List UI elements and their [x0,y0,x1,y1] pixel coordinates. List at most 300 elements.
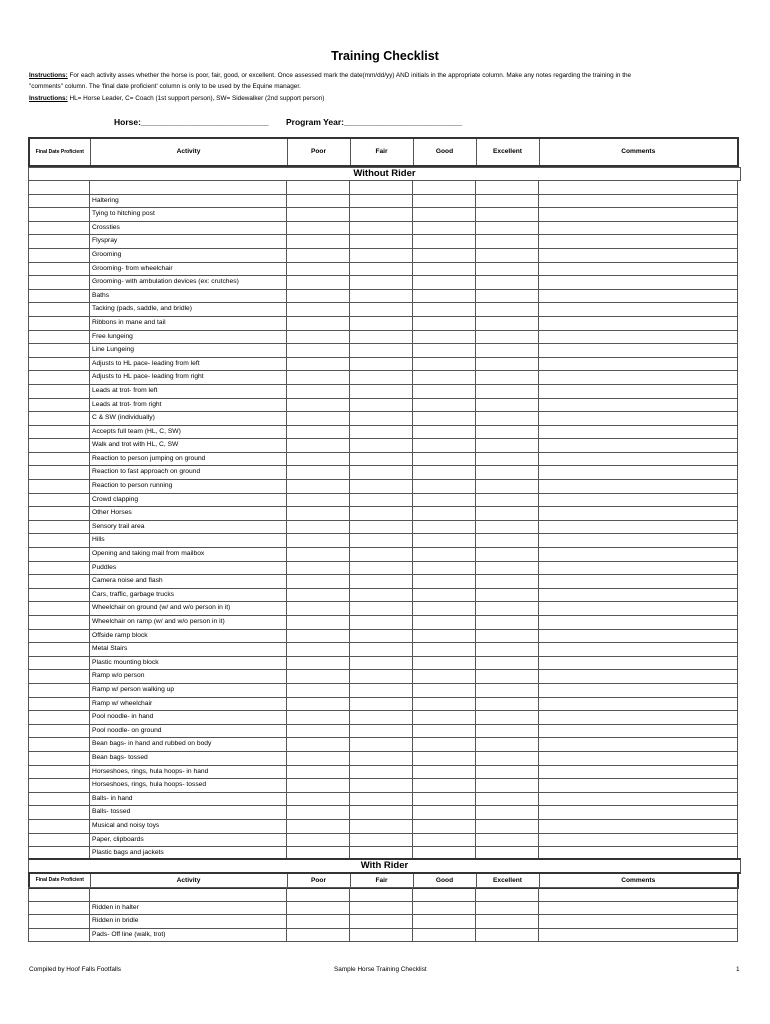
excellent-cell[interactable] [476,670,539,684]
excellent-cell[interactable] [476,235,539,249]
final-date-cell[interactable] [29,575,90,589]
good-cell[interactable] [413,697,476,711]
fair-cell[interactable] [350,602,413,616]
comments-cell[interactable] [539,452,738,466]
fair-cell[interactable] [350,751,413,765]
fair-cell[interactable] [350,683,413,697]
comments-cell[interactable] [539,751,738,765]
excellent-cell[interactable] [476,221,539,235]
poor-cell[interactable] [287,792,350,806]
poor-cell[interactable] [287,425,350,439]
good-cell[interactable] [413,751,476,765]
fair-cell[interactable] [350,316,413,330]
fair-cell[interactable] [350,520,413,534]
excellent-cell[interactable] [476,384,539,398]
excellent-cell[interactable] [476,520,539,534]
excellent-cell[interactable] [476,697,539,711]
excellent-cell[interactable] [476,262,539,276]
program-year-field[interactable]: Program Year:_________________________ [286,117,463,127]
comments-cell[interactable] [539,330,738,344]
excellent-cell[interactable] [476,303,539,317]
good-cell[interactable] [413,724,476,738]
final-date-cell[interactable] [29,276,90,290]
comments-cell[interactable] [539,792,738,806]
excellent-cell[interactable] [476,656,539,670]
fair-cell[interactable] [350,643,413,657]
poor-cell[interactable] [287,588,350,602]
comments-cell[interactable] [539,194,738,208]
comments-cell[interactable] [539,575,738,589]
comments-cell[interactable] [539,765,738,779]
fair-cell[interactable] [350,344,413,358]
good-cell[interactable] [413,683,476,697]
poor-cell[interactable] [287,262,350,276]
poor-cell[interactable] [287,480,350,494]
excellent-cell[interactable] [476,806,539,820]
poor-cell[interactable] [287,276,350,290]
fair-cell[interactable] [350,915,413,929]
poor-cell[interactable] [287,779,350,793]
good-cell[interactable] [413,262,476,276]
poor-cell[interactable] [287,330,350,344]
poor-cell[interactable] [287,248,350,262]
final-date-cell[interactable] [29,466,90,480]
good-cell[interactable] [413,507,476,521]
comments-cell[interactable] [539,602,738,616]
comments-cell[interactable] [539,398,738,412]
poor-cell[interactable] [287,194,350,208]
poor-cell[interactable] [287,915,350,929]
excellent-cell[interactable] [476,575,539,589]
final-date-cell[interactable] [29,819,90,833]
fair-cell[interactable] [350,248,413,262]
final-date-cell[interactable] [29,493,90,507]
final-date-cell[interactable] [29,425,90,439]
fair-cell[interactable] [350,697,413,711]
fair-cell[interactable] [350,901,413,915]
final-date-cell[interactable] [29,303,90,317]
excellent-cell[interactable] [476,452,539,466]
poor-cell[interactable] [287,724,350,738]
fair-cell[interactable] [350,384,413,398]
excellent-cell[interactable] [476,588,539,602]
poor-cell[interactable] [287,357,350,371]
excellent-cell[interactable] [476,248,539,262]
excellent-cell[interactable] [476,548,539,562]
excellent-cell[interactable] [476,738,539,752]
comments-cell[interactable] [539,316,738,330]
fair-cell[interactable] [350,466,413,480]
comments-cell[interactable] [539,303,738,317]
poor-cell[interactable] [287,548,350,562]
good-cell[interactable] [413,561,476,575]
poor-cell[interactable] [287,534,350,548]
poor-cell[interactable] [287,616,350,630]
final-date-cell[interactable] [29,357,90,371]
good-cell[interactable] [413,901,476,915]
excellent-cell[interactable] [476,602,539,616]
final-date-cell[interactable] [29,507,90,521]
final-date-cell[interactable] [29,181,90,195]
comments-cell[interactable] [539,616,738,630]
fair-cell[interactable] [350,765,413,779]
good-cell[interactable] [413,915,476,929]
fair-cell[interactable] [350,534,413,548]
final-date-cell[interactable] [29,683,90,697]
fair-cell[interactable] [350,480,413,494]
final-date-cell[interactable] [29,221,90,235]
poor-cell[interactable] [287,683,350,697]
comments-cell[interactable] [539,833,738,847]
final-date-cell[interactable] [29,561,90,575]
good-cell[interactable] [413,289,476,303]
fair-cell[interactable] [350,194,413,208]
fair-cell[interactable] [350,371,413,385]
comments-cell[interactable] [539,697,738,711]
comments-cell[interactable] [539,181,738,195]
final-date-cell[interactable] [29,629,90,643]
fair-cell[interactable] [350,738,413,752]
comments-cell[interactable] [539,480,738,494]
final-date-cell[interactable] [29,901,90,915]
final-date-cell[interactable] [29,656,90,670]
poor-cell[interactable] [287,751,350,765]
fair-cell[interactable] [350,616,413,630]
excellent-cell[interactable] [476,629,539,643]
good-cell[interactable] [413,779,476,793]
poor-cell[interactable] [287,656,350,670]
comments-cell[interactable] [539,888,738,902]
poor-cell[interactable] [287,221,350,235]
fair-cell[interactable] [350,806,413,820]
poor-cell[interactable] [287,208,350,222]
fair-cell[interactable] [350,493,413,507]
poor-cell[interactable] [287,466,350,480]
comments-cell[interactable] [539,915,738,929]
poor-cell[interactable] [287,181,350,195]
comments-cell[interactable] [539,629,738,643]
poor-cell[interactable] [287,439,350,453]
excellent-cell[interactable] [476,792,539,806]
excellent-cell[interactable] [476,480,539,494]
fair-cell[interactable] [350,833,413,847]
good-cell[interactable] [413,738,476,752]
fair-cell[interactable] [350,792,413,806]
excellent-cell[interactable] [476,289,539,303]
excellent-cell[interactable] [476,493,539,507]
comments-cell[interactable] [539,412,738,426]
final-date-cell[interactable] [29,765,90,779]
poor-cell[interactable] [287,507,350,521]
good-cell[interactable] [413,412,476,426]
comments-cell[interactable] [539,466,738,480]
fair-cell[interactable] [350,181,413,195]
excellent-cell[interactable] [476,683,539,697]
final-date-cell[interactable] [29,643,90,657]
comments-cell[interactable] [539,520,738,534]
final-date-cell[interactable] [29,670,90,684]
good-cell[interactable] [413,221,476,235]
final-date-cell[interactable] [29,344,90,358]
excellent-cell[interactable] [476,534,539,548]
good-cell[interactable] [413,357,476,371]
good-cell[interactable] [413,792,476,806]
good-cell[interactable] [413,588,476,602]
comments-cell[interactable] [539,724,738,738]
final-date-cell[interactable] [29,548,90,562]
comments-cell[interactable] [539,235,738,249]
final-date-cell[interactable] [29,398,90,412]
good-cell[interactable] [413,439,476,453]
excellent-cell[interactable] [476,371,539,385]
poor-cell[interactable] [287,235,350,249]
excellent-cell[interactable] [476,724,539,738]
comments-cell[interactable] [539,656,738,670]
poor-cell[interactable] [287,493,350,507]
comments-cell[interactable] [539,276,738,290]
poor-cell[interactable] [287,629,350,643]
final-date-cell[interactable] [29,235,90,249]
excellent-cell[interactable] [476,425,539,439]
poor-cell[interactable] [287,928,350,942]
fair-cell[interactable] [350,670,413,684]
excellent-cell[interactable] [476,833,539,847]
good-cell[interactable] [413,602,476,616]
final-date-cell[interactable] [29,915,90,929]
good-cell[interactable] [413,276,476,290]
poor-cell[interactable] [287,833,350,847]
final-date-cell[interactable] [29,738,90,752]
good-cell[interactable] [413,452,476,466]
comments-cell[interactable] [539,248,738,262]
good-cell[interactable] [413,330,476,344]
excellent-cell[interactable] [476,357,539,371]
good-cell[interactable] [413,616,476,630]
comments-cell[interactable] [539,534,738,548]
good-cell[interactable] [413,384,476,398]
good-cell[interactable] [413,765,476,779]
good-cell[interactable] [413,928,476,942]
fair-cell[interactable] [350,711,413,725]
good-cell[interactable] [413,371,476,385]
fair-cell[interactable] [350,575,413,589]
comments-cell[interactable] [539,493,738,507]
excellent-cell[interactable] [476,507,539,521]
final-date-cell[interactable] [29,806,90,820]
poor-cell[interactable] [287,697,350,711]
comments-cell[interactable] [539,548,738,562]
excellent-cell[interactable] [476,765,539,779]
final-date-cell[interactable] [29,480,90,494]
final-date-cell[interactable] [29,616,90,630]
good-cell[interactable] [413,208,476,222]
good-cell[interactable] [413,670,476,684]
final-date-cell[interactable] [29,588,90,602]
poor-cell[interactable] [287,888,350,902]
comments-cell[interactable] [539,738,738,752]
fair-cell[interactable] [350,779,413,793]
excellent-cell[interactable] [476,276,539,290]
final-date-cell[interactable] [29,412,90,426]
poor-cell[interactable] [287,398,350,412]
good-cell[interactable] [413,466,476,480]
comments-cell[interactable] [539,819,738,833]
fair-cell[interactable] [350,412,413,426]
final-date-cell[interactable] [29,208,90,222]
poor-cell[interactable] [287,371,350,385]
excellent-cell[interactable] [476,330,539,344]
poor-cell[interactable] [287,384,350,398]
comments-cell[interactable] [539,928,738,942]
excellent-cell[interactable] [476,928,539,942]
poor-cell[interactable] [287,303,350,317]
final-date-cell[interactable] [29,194,90,208]
fair-cell[interactable] [350,357,413,371]
excellent-cell[interactable] [476,888,539,902]
comments-cell[interactable] [539,711,738,725]
fair-cell[interactable] [350,629,413,643]
fair-cell[interactable] [350,561,413,575]
poor-cell[interactable] [287,819,350,833]
comments-cell[interactable] [539,371,738,385]
fair-cell[interactable] [350,262,413,276]
good-cell[interactable] [413,575,476,589]
final-date-cell[interactable] [29,779,90,793]
poor-cell[interactable] [287,520,350,534]
poor-cell[interactable] [287,316,350,330]
good-cell[interactable] [413,548,476,562]
poor-cell[interactable] [287,901,350,915]
good-cell[interactable] [413,656,476,670]
final-date-cell[interactable] [29,452,90,466]
final-date-cell[interactable] [29,534,90,548]
poor-cell[interactable] [287,738,350,752]
excellent-cell[interactable] [476,751,539,765]
final-date-cell[interactable] [29,833,90,847]
good-cell[interactable] [413,480,476,494]
comments-cell[interactable] [539,507,738,521]
final-date-cell[interactable] [29,520,90,534]
comments-cell[interactable] [539,439,738,453]
final-date-cell[interactable] [29,371,90,385]
good-cell[interactable] [413,534,476,548]
fair-cell[interactable] [350,276,413,290]
final-date-cell[interactable] [29,602,90,616]
good-cell[interactable] [413,833,476,847]
final-date-cell[interactable] [29,248,90,262]
excellent-cell[interactable] [476,194,539,208]
fair-cell[interactable] [350,330,413,344]
fair-cell[interactable] [350,208,413,222]
poor-cell[interactable] [287,670,350,684]
final-date-cell[interactable] [29,888,90,902]
comments-cell[interactable] [539,561,738,575]
excellent-cell[interactable] [476,398,539,412]
final-date-cell[interactable] [29,316,90,330]
excellent-cell[interactable] [476,316,539,330]
fair-cell[interactable] [350,507,413,521]
poor-cell[interactable] [287,344,350,358]
excellent-cell[interactable] [476,779,539,793]
comments-cell[interactable] [539,221,738,235]
comments-cell[interactable] [539,289,738,303]
good-cell[interactable] [413,181,476,195]
comments-cell[interactable] [539,779,738,793]
excellent-cell[interactable] [476,901,539,915]
good-cell[interactable] [413,806,476,820]
excellent-cell[interactable] [476,412,539,426]
good-cell[interactable] [413,194,476,208]
final-date-cell[interactable] [29,928,90,942]
excellent-cell[interactable] [476,439,539,453]
fair-cell[interactable] [350,452,413,466]
poor-cell[interactable] [287,575,350,589]
excellent-cell[interactable] [476,344,539,358]
fair-cell[interactable] [350,398,413,412]
poor-cell[interactable] [287,602,350,616]
fair-cell[interactable] [350,548,413,562]
excellent-cell[interactable] [476,711,539,725]
comments-cell[interactable] [539,208,738,222]
excellent-cell[interactable] [476,819,539,833]
comments-cell[interactable] [539,357,738,371]
final-date-cell[interactable] [29,439,90,453]
good-cell[interactable] [413,316,476,330]
comments-cell[interactable] [539,643,738,657]
excellent-cell[interactable] [476,643,539,657]
fair-cell[interactable] [350,888,413,902]
good-cell[interactable] [413,711,476,725]
fair-cell[interactable] [350,289,413,303]
poor-cell[interactable] [287,561,350,575]
final-date-cell[interactable] [29,724,90,738]
fair-cell[interactable] [350,819,413,833]
poor-cell[interactable] [287,643,350,657]
fair-cell[interactable] [350,439,413,453]
good-cell[interactable] [413,819,476,833]
final-date-cell[interactable] [29,751,90,765]
fair-cell[interactable] [350,303,413,317]
excellent-cell[interactable] [476,208,539,222]
final-date-cell[interactable] [29,289,90,303]
comments-cell[interactable] [539,425,738,439]
excellent-cell[interactable] [476,181,539,195]
good-cell[interactable] [413,520,476,534]
final-date-cell[interactable] [29,792,90,806]
good-cell[interactable] [413,398,476,412]
comments-cell[interactable] [539,901,738,915]
final-date-cell[interactable] [29,384,90,398]
good-cell[interactable] [413,425,476,439]
good-cell[interactable] [413,303,476,317]
excellent-cell[interactable] [476,616,539,630]
fair-cell[interactable] [350,588,413,602]
good-cell[interactable] [413,493,476,507]
good-cell[interactable] [413,248,476,262]
poor-cell[interactable] [287,765,350,779]
good-cell[interactable] [413,888,476,902]
fair-cell[interactable] [350,235,413,249]
poor-cell[interactable] [287,452,350,466]
poor-cell[interactable] [287,711,350,725]
comments-cell[interactable] [539,384,738,398]
poor-cell[interactable] [287,289,350,303]
comments-cell[interactable] [539,670,738,684]
fair-cell[interactable] [350,221,413,235]
final-date-cell[interactable] [29,330,90,344]
good-cell[interactable] [413,344,476,358]
comments-cell[interactable] [539,344,738,358]
